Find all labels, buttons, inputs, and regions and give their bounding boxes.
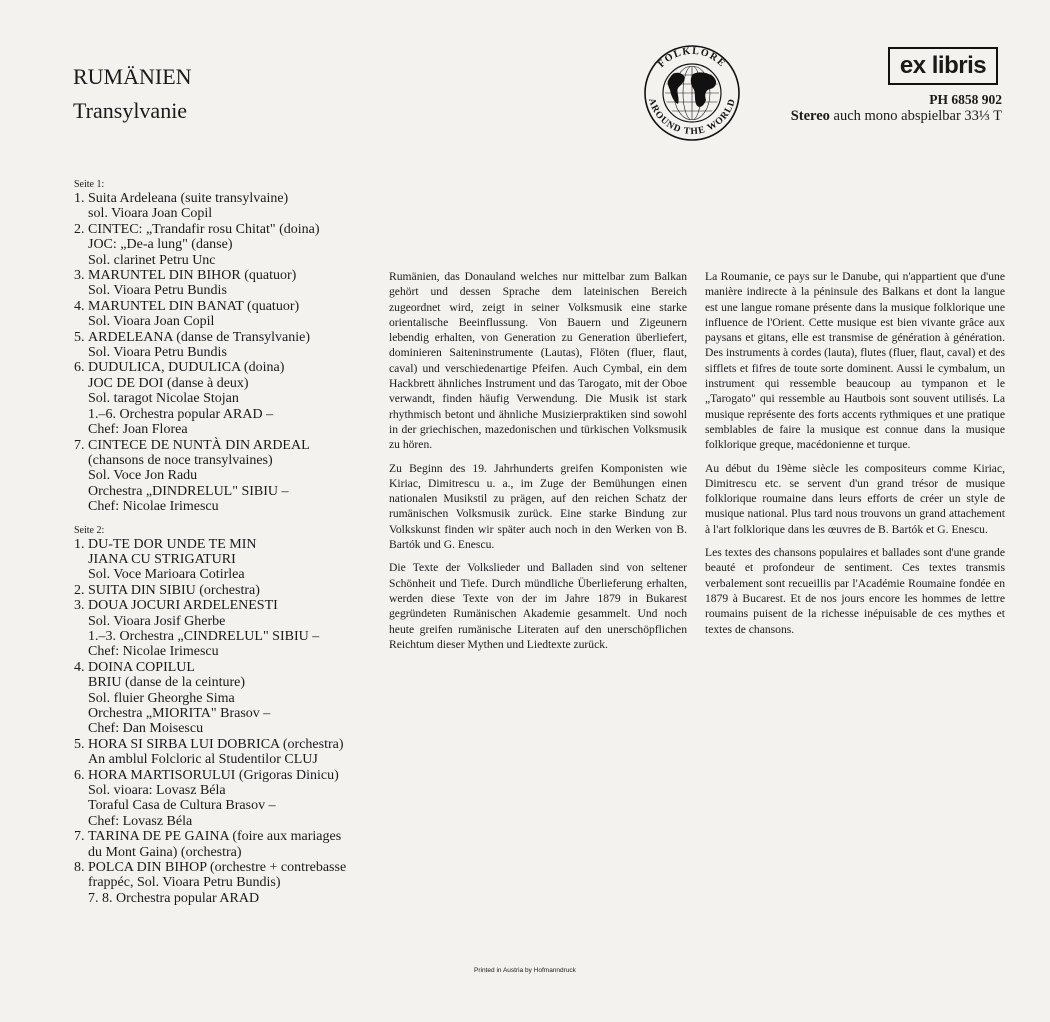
track-number: 8. (74, 860, 85, 876)
track-detail: JOC: „De-a lung" (danse) (88, 237, 233, 253)
track-detail: Sol. vioara: Lovasz Béla (88, 783, 226, 799)
track-detail: Sol. Voce Marioara Cotirlea (88, 567, 245, 583)
track-item (74, 360, 374, 437)
ex-libris-logo (888, 47, 998, 85)
track-detail: 7. 8. Orchestra popular ARAD (88, 890, 260, 906)
track-title: MARUNTEL DIN BANAT (quatuor) (88, 298, 300, 314)
globe-icon (665, 66, 719, 120)
track-number: 4. (74, 298, 85, 314)
french-paragraph: La Roumanie, ce pays sur le Danube, qui n'appartient que d'une manière indirecte à la péninsule des Balkans et dont la langue est une langue romane présente dans la musique folklorique une influence de l'Orient. Cette musique est bien vivante grâce aux paysans et gitans, elle est transmise de génération à génération. Des instruments à cordes (lauta), flutes (fluer, flaut, caval) et des sifflets et fifres de toute sorte dominent. Aussi le cymbalum, un instrument qui ressemble beaucoup au tympanon et le „Tarogato" qui ressemble au Hautbois sont souvent utilisés. La musique représente des forts accents rythmiques et une pratique semblables de faire la musique est connue dans la musique folklorique greque, macédonienne et turque. (705, 270, 1005, 452)
track-title: DOUA JOCURI ARDELENESTI (88, 598, 278, 614)
track-detail: 1.–6. Orchestra popular ARAD – (88, 406, 274, 422)
track-item (74, 660, 374, 737)
track-item (74, 299, 374, 330)
track-number: 3. (74, 268, 85, 284)
track-detail: An amblul Folcloric al Studentilor CLUJ (88, 752, 318, 768)
track-detail: sol. Vioara Joan Copil (88, 206, 213, 222)
track-item (74, 222, 374, 268)
track-title: CINTECE DE NUNTÀ DIN ARDEAL (88, 437, 310, 453)
track-number: 6. (74, 767, 85, 783)
track-title: DOINA COPILUL (88, 659, 195, 675)
track-number: 1. (74, 191, 85, 206)
german-paragraph: Zu Beginn des 19. Jahrhunderts greifen Komponisten wie Kiriac, Dimitrescu u. a., im Zuge der Bemühungen einen nationalen Musikstil zu prägen, auf den reichen Schatz der rumänischen Volksmusik zurück. Eine starke Bindung zur Volkskunst finden wir später auch noch in den Werken von B. Bartók und G. Enescu. (389, 461, 687, 552)
track-detail: Chef: Nicolae Irimescu (88, 644, 219, 660)
track-detail: Orchestra „DINDRELUL" SIBIU – (88, 483, 289, 499)
track-item (74, 768, 374, 830)
track-item (74, 583, 374, 598)
track-detail: Sol. Vioara Joan Copil (88, 314, 215, 330)
track-number: 7. (74, 437, 85, 453)
track-title: Suita Ardeleana (suite transylvaine) (88, 191, 289, 206)
album-subtitle: Transylvanie (73, 98, 188, 123)
track-detail: Chef: Nicolae Irimescu (88, 499, 219, 515)
stereo-rest: auch mono abspielbar 33⅓ T (829, 108, 1002, 124)
track-detail: 1.–3. Orchestra „CINDRELUL" SIBIU – (88, 628, 320, 644)
german-paragraph: Die Texte der Volkslieder und Balladen sind von seltener Schönheit und Tiefe. Durch mündliche Überlieferung erhalten, werden diese Texte von der im Jahre 1879 in Bukarest gegründeten Rumänischen Akademie gesammelt. Und noch heute greifen rumänische Literaten auf den unerschöpflichen Reichtum dieser Mythen und Liedtexte zurück. (389, 561, 687, 651)
track-detail: BRIU (danse de la ceinture) (88, 675, 246, 691)
track-detail: Chef: Joan Florea (88, 422, 188, 438)
track-detail: (chansons de noce transylvaines) (88, 452, 273, 468)
track-detail: du Mont Gaina) (orchestra) (88, 844, 242, 860)
track-detail: Sol. Vioara Josif Gherbe (88, 613, 226, 629)
track-detail: JIANA CU STRIGATURI (88, 551, 236, 567)
track-number: 2. (74, 221, 85, 237)
track-item (74, 191, 374, 222)
track-title: CINTEC: „Trandafir rosu Chitat" (doina) (88, 221, 320, 237)
track-title: HORA MARTISORULUI (Grigoras Dinicu) (88, 767, 339, 783)
printer-credit: Printed in Austria by Hofmanndruck (474, 967, 576, 974)
track-detail: Sol. Vioara Petru Bundis (88, 283, 227, 299)
track-item (74, 737, 374, 768)
track-detail: Sol. taragot Nicolae Stojan (88, 391, 239, 407)
track-detail: Sol. Vioara Petru Bundis (88, 345, 227, 361)
track-detail: JOC DE DOI (danse à deux) (88, 375, 249, 391)
side-1-label: Seite 1: (74, 179, 105, 190)
svg-text:FOLKLORE: FOLKLORE (656, 45, 728, 70)
catalog-number: PH 6858 902 (929, 92, 1002, 107)
track-title: SUITA DIN SIBIU (orchestra) (88, 582, 260, 598)
track-item (74, 330, 374, 361)
track-item (74, 829, 374, 860)
german-liner-notes (389, 269, 687, 660)
track-detail: frappéc, Sol. Vioara Petru Bundis) (88, 875, 281, 891)
track-detail: Sol. Voce Jon Radu (88, 468, 198, 484)
track-item (74, 438, 374, 515)
track-detail: Sol. fluier Gheorghe Sima (88, 690, 235, 706)
folklore-around-the-world-logo (638, 44, 746, 142)
tracklist (74, 179, 374, 912)
track-number: 2. (74, 582, 85, 598)
track-title: DU-TE DOR UNDE TE MIN (88, 536, 257, 552)
track-detail: Toraful Casa de Cultura Brasov – (88, 798, 276, 814)
side-2-tracklist (74, 537, 374, 907)
track-item (74, 268, 374, 299)
track-detail: Chef: Dan Moisescu (88, 721, 204, 737)
track-item (74, 598, 374, 660)
track-title: POLCA DIN BIHOP (orchestre + contrebasse (88, 860, 347, 876)
track-item (74, 537, 374, 583)
track-title: MARUNTEL DIN BIHOR (quatuor) (88, 268, 297, 284)
track-number: 4. (74, 659, 85, 675)
track-detail: Sol. clarinet Petru Unc (88, 252, 216, 268)
track-number: 7. (74, 829, 85, 845)
track-number: 3. (74, 598, 85, 614)
track-number: 1. (74, 536, 85, 552)
french-paragraph: Au début du 19ème siècle les compositeurs comme Kiriac, Dimitrescu etc. se servent d'un grand trésor de musique folklorique roumaine dans leurs efforts de créer un style de musique national. Plus tard nous trouvons un grand attachement à l'art folklorique dans les œuvres de B. Bartók et G. Enescu. (705, 461, 1005, 536)
track-title: ARDELEANA (danse de Transylvanie) (88, 329, 311, 345)
brand-name: ex libris (899, 52, 987, 79)
french-liner-notes (705, 269, 1005, 645)
svg-text:AROUND THE WORLD: AROUND THE WORLD (645, 97, 739, 138)
side-2-label: Seite 2: (74, 524, 105, 536)
stereo-note (791, 108, 1002, 125)
album-title: RUMÄNIEN (73, 64, 192, 89)
track-item (74, 860, 374, 906)
french-paragraph: Les textes des chansons populaires et ballades sont d'une grande beauté et profondeur de sentiment. Ces textes transmis verbalement sont recueillis par l'Académie Roumaine fondée en 1879 à Bucarest. Et de nos jours encore les hommes de lettre roumains puisent de la richesse inépuisable de ces mythes et textes de chansons. (705, 546, 1005, 636)
track-number: 5. (74, 329, 85, 345)
track-title: DUDULICA, DUDULICA (doina) (88, 360, 285, 376)
german-paragraph: Rumänien, das Donauland welches nur mittelbar zum Balkan gehört und dessen Sprache dem lateinischen Bereich zugeordnet wird, zeigt in seiner Volksmusik eine starke orientalische Beeinflussung. Von Bauern und Zigeunern lebendig erhalten, von Generation zu Generation überliefert, dominieren Saiteninstrumente (Lautas), Flöten (fluer, flaut, caval) und verschiedenartige Pfeifen. Auch Cymbal, ein dem Hackbrett ähnliches Instrument und das Tarogato, mit der Oboe verwandt, finden häufig Verwendung. Die Musik ist stark rhythmisch betont und ähnliche Musizierpraktiken sind sowohl in der griechischen, mazedonischen und türkischen Volksmusik zu hören. (389, 270, 687, 452)
track-detail: Chef: Lovasz Béla (88, 813, 193, 829)
side-1-tracklist (74, 191, 374, 515)
track-number: 6. (74, 360, 85, 376)
track-number: 5. (74, 736, 85, 752)
track-title: HORA SI SIRBA LUI DOBRICA (orchestra) (88, 736, 344, 752)
track-title: TARINA DE PE GAINA (foire aux mariages (88, 829, 342, 845)
track-detail: Orchestra „MIORITA" Brasov – (88, 706, 271, 721)
stereo-prefix: Stereo (790, 108, 830, 124)
